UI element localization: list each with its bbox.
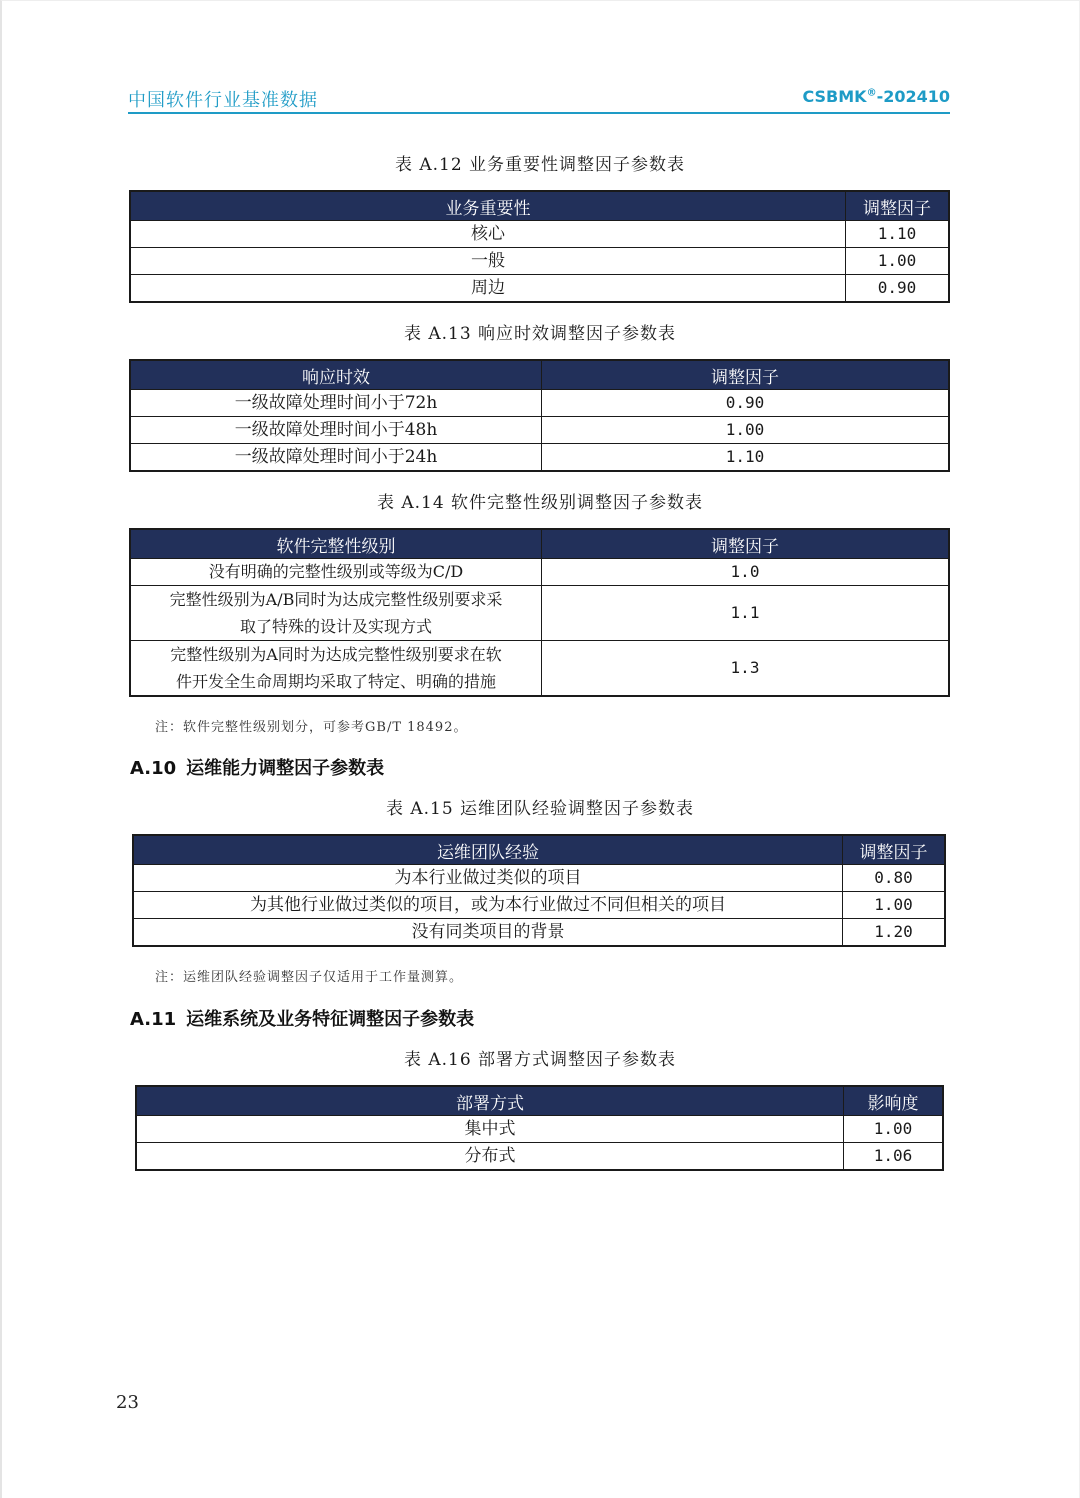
table-row [130,586,949,641]
table-cell-value: 1.10 [846,221,950,248]
table-cell-value: 1.00 [843,892,946,919]
table-a15 [132,834,946,947]
header-code-name: CSBMK [802,87,867,106]
table-cell-line: 取了特殊的设计及实现方式 [239,617,432,636]
table-row [133,919,945,947]
table-cell-label: 一级故障处理时间小于72h [130,390,542,417]
table-header-cell: 调整因子 [542,360,950,390]
table-cell-line: 完整性级别为A/B同时为达成完整性级别要求采 [169,590,503,609]
table-header-cell: 调整因子 [846,191,950,221]
table-cell-label: 为其他行业做过类似的项目，或为本行业做过不同但相关的项目 [133,892,843,919]
section-heading-a11 [130,1005,474,1031]
section-number: A.11 [130,1009,177,1030]
table-header-row [136,1086,943,1116]
table-a14-caption: 表 A.14 软件完整性级别调整因子参数表 [376,493,704,513]
table-a15-caption: 表 A.15 运维团队经验调整因子参数表 [385,799,695,819]
table-a13 [129,359,950,472]
table-cell-value: 1.06 [844,1143,944,1171]
table-a16 [135,1085,944,1171]
table-header-cell: 部署方式 [136,1086,844,1116]
table-a14-note: 注：软件完整性级别划分，可参考GB/T 18492。 [155,720,468,735]
table-header-cell: 运维团队经验 [133,835,843,865]
table-row [130,559,949,586]
table-cell-value: 1.3 [542,641,950,697]
table-a12 [129,190,950,303]
table-row [130,390,949,417]
table-a15-note: 注：运维团队经验调整因子仅适用于工作量测算。 [155,970,464,985]
header-code [802,87,950,106]
table-header-row [130,360,949,390]
table-cell-value: 1.0 [542,559,950,586]
table-a12-caption: 表 A.12 业务重要性调整因子参数表 [394,155,686,175]
table-cell-value: 1.20 [843,919,946,947]
table-cell-value: 1.10 [542,444,950,472]
table-cell-value: 1.00 [846,248,950,275]
table-cell-label: 集中式 [136,1116,844,1143]
table-row [130,221,949,248]
table-a14 [129,528,950,697]
table-row [136,1116,943,1143]
table-a13-caption: 表 A.13 响应时效调整因子参数表 [403,324,677,344]
section-title: 运维系统及业务特征调整因子参数表 [186,1009,475,1030]
page-number: 23 [116,1392,139,1413]
table-header-cell: 业务重要性 [130,191,846,221]
running-header [128,86,950,112]
table-cell-line: 件开发全生命周期均采取了特定、明确的措施 [175,672,496,691]
table-cell-label [130,641,542,697]
table-cell-value: 1.00 [844,1116,944,1143]
table-header-cell: 响应时效 [130,360,542,390]
header-rule [128,112,950,114]
table-header-row [133,835,945,865]
section-heading-a10 [130,754,384,780]
table-cell-value: 0.90 [846,275,950,303]
table-header-cell: 调整因子 [843,835,946,865]
table-cell-label: 没有明确的完整性级别或等级为C/D [130,559,542,586]
table-header-cell: 影响度 [844,1086,944,1116]
registered-mark: ® [866,87,877,99]
table-cell-value: 1.1 [542,586,950,641]
table-row [130,641,949,697]
table-cell-value: 0.80 [843,865,946,892]
header-title: 中国软件行业基准数据 [128,90,318,111]
table-cell-label: 一级故障处理时间小于24h [130,444,542,472]
table-cell-label: 一般 [130,248,846,275]
table-row [130,444,949,472]
table-row [133,865,945,892]
header-code-year: -202410 [876,87,950,106]
table-cell-label [130,586,542,641]
table-cell-label: 为本行业做过类似的项目 [133,865,843,892]
section-title: 运维能力调整因子参数表 [186,758,385,779]
table-row [130,275,949,303]
section-number: A.10 [130,758,177,779]
table-row [136,1143,943,1171]
table-a16-caption: 表 A.16 部署方式调整因子参数表 [403,1050,677,1070]
table-cell-label: 没有同类项目的背景 [133,919,843,947]
table-cell-label: 分布式 [136,1143,844,1171]
table-cell-value: 0.90 [542,390,950,417]
table-header-cell: 调整因子 [542,529,950,559]
table-header-row [130,191,949,221]
table-cell-line: 完整性级别为A同时为达成完整性级别要求在软 [170,645,502,664]
table-row [130,417,949,444]
table-cell-label: 一级故障处理时间小于48h [130,417,542,444]
table-row [133,892,945,919]
table-cell-value: 1.00 [542,417,950,444]
table-row [130,248,949,275]
table-cell-label: 周边 [130,275,846,303]
table-header-cell: 软件完整性级别 [130,529,542,559]
table-header-row [130,529,949,559]
table-cell-label: 核心 [130,221,846,248]
